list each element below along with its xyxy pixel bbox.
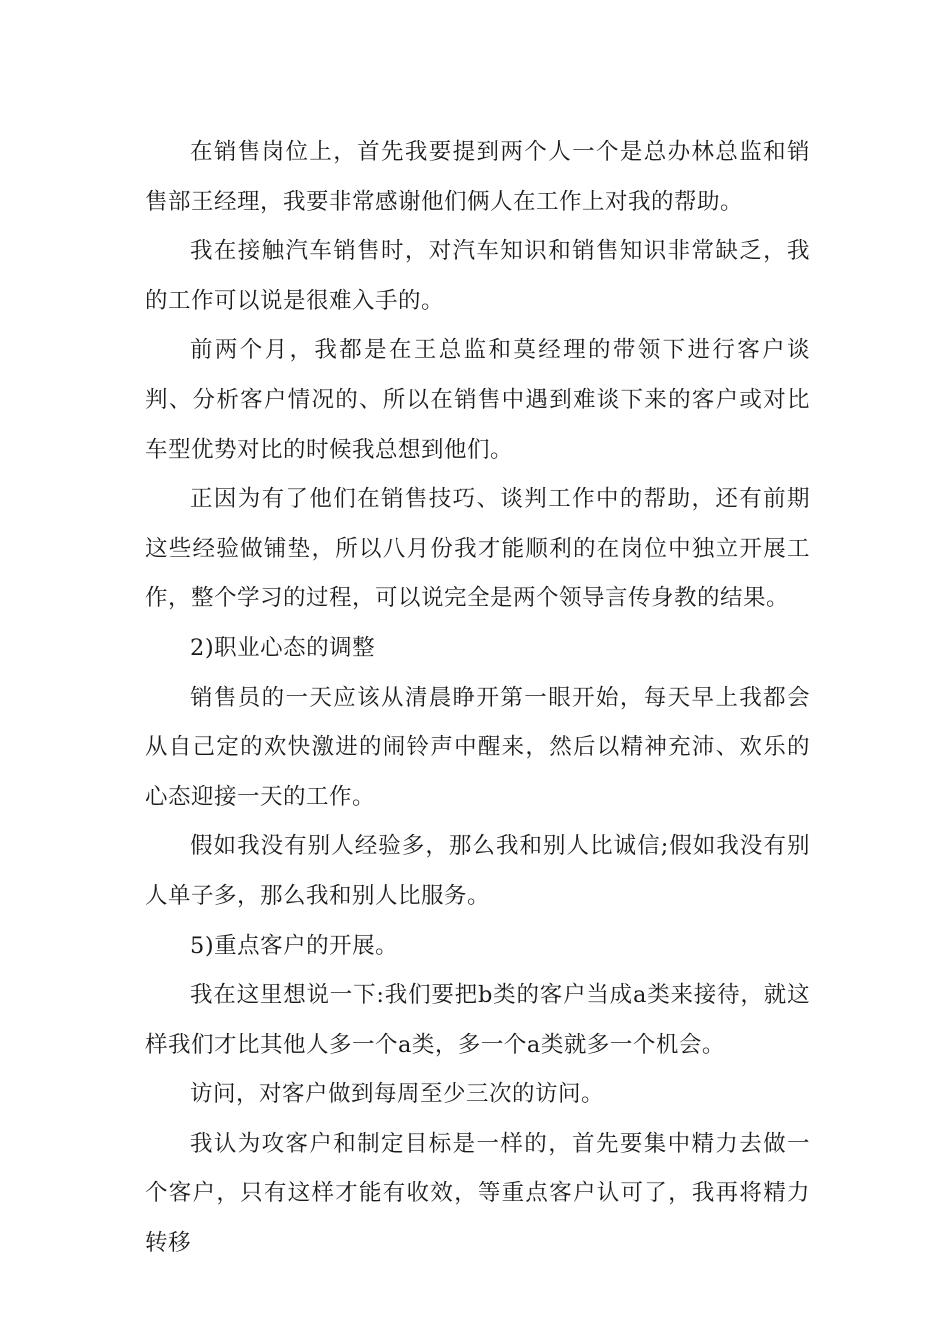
document-body xyxy=(145,128,810,1269)
paragraph-9: 我认为攻客户和制定目标是一样的，首先要集中精力去做一个客户，只有这样才能有收效，等重点客户认可了，我再将精力转移 xyxy=(145,1130,810,1257)
paragraph-5: 销售员的一天应该从清晨睁开第一眼开始，每天早上我都会从自己定的欢快激进的闹铃声中醒来，然后以精神充沛、欢乐的心态迎接一天的工作。 xyxy=(145,684,810,810)
paragraph-3: 前两个月，我都是在王总监和莫经理的带领下进行客户谈判、分析客户情况的、所以在销售中遇到难谈下来的客户或对比车型优势对比的时候我总想到他们。 xyxy=(145,337,810,463)
section-heading-key-clients: 5)重点客户的开展。 xyxy=(190,932,399,959)
paragraph-6: 假如我没有别人经验多，那么我和别人比诚信;假如我没有别人单子多，那么我和别人比服务。 xyxy=(145,833,810,909)
section-heading-career-mindset: 2)职业心态的调整 xyxy=(190,634,376,661)
paragraph-8: 访问，对客户做到每周至少三次的访问。 xyxy=(190,1081,605,1108)
paragraph-1: 在销售岗位上，首先我要提到两个人一个是总办林总监和销售部王经理，我要非常感谢他们俩人在工作上对我的帮助。 xyxy=(145,139,810,215)
paragraph-4: 正因为有了他们在销售技巧、谈判工作中的帮助，还有前期这些经验做铺垫，所以八月份我才能顺利的在岗位中独立开展工作，整个学习的过程，可以说完全是两个领导言传身教的结果。 xyxy=(145,486,810,612)
paragraph-7: 我在这里想说一下:我们要把b类的客户当成a类来接待，就这样我们才比其他人多一个a类，多一个a类就多一个机会。 xyxy=(145,982,810,1058)
paragraph-2: 我在接触汽车销售时，对汽车知识和销售知识非常缺乏，我的工作可以说是很难入手的。 xyxy=(145,238,810,314)
